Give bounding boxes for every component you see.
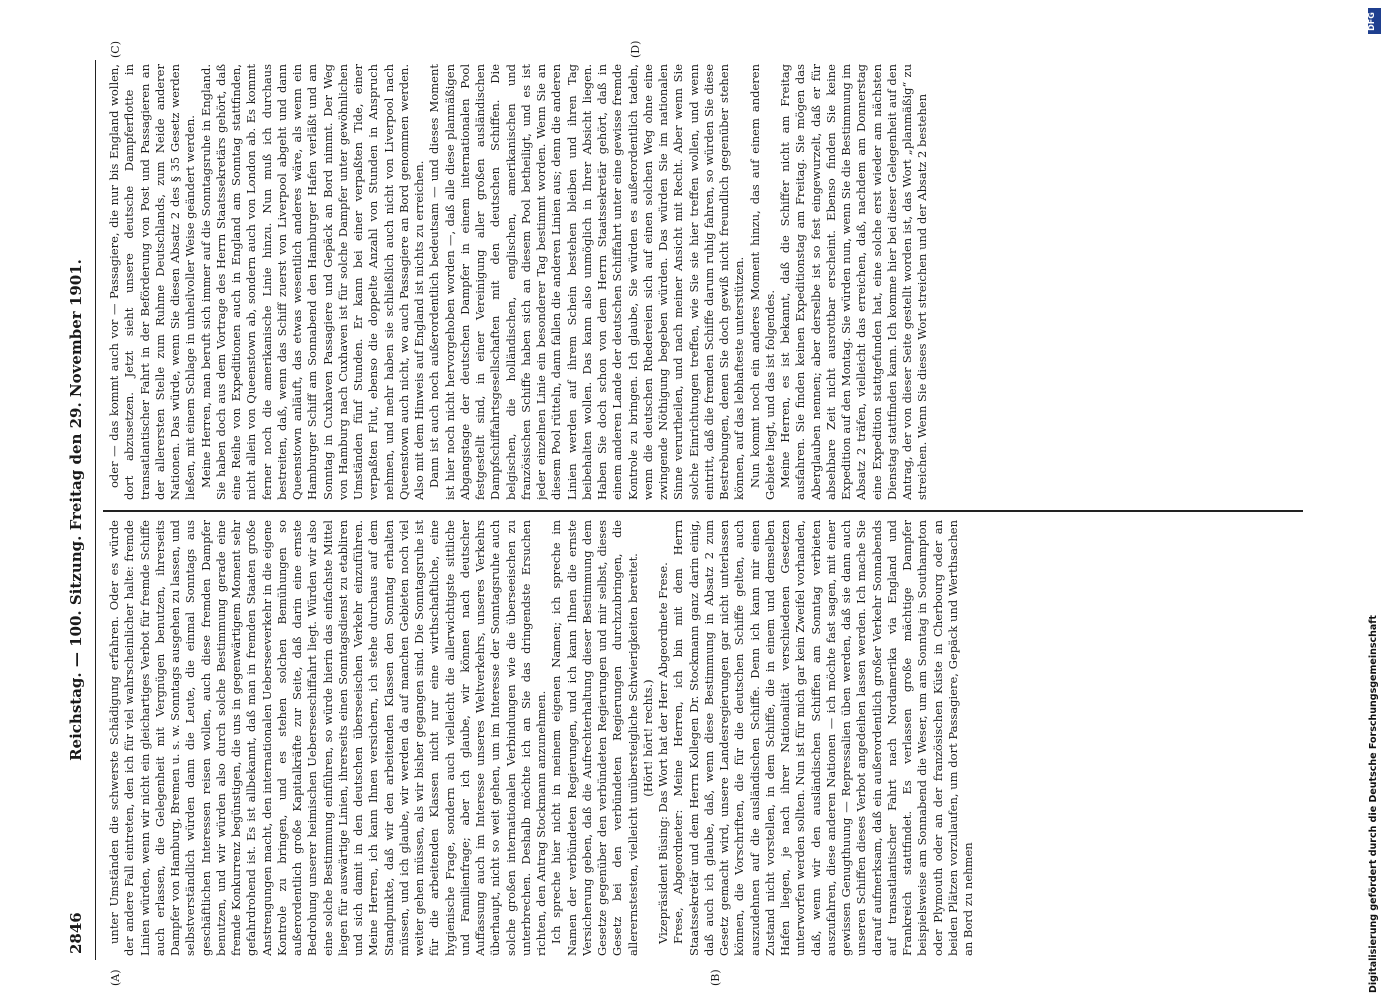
margin-marker-c: (C) bbox=[109, 41, 122, 58]
paragraph: unter Umständen die schwerste Schädigung erfahren. Oder es würde der andere Fall eintreten, den ich für viel wahrscheinlicher halte: fremde Linien würden, wenn wir nicht ein gleichartiges Verbot für fremde Schiffe auch erlassen, die Gelegenheit mit Vergnügen benutzen, ihrerseits Dampfer von Hamburg, Bremen u. s. w. Sonntags ausgehen zu lassen, und selbstverständlich würden dann die Leute, die einmal Sonntags aus geschäftlichen Interessen reisen wollen, auch diese fremden Dampfer benutzen, und wir würden also durch solche Bestimmung gerade eine fremde Konkurrenz begünstigen, die uns in gegenwärtigem Moment sehr gefahrdrohend ist. Es ist allbekannt, daß man in fremden Staaten große Anstrengungen macht, den internationalen Ueberseeverkehr in die eigene Kontrole zu bringen, und es stehen solchen Bemühungen so außerordentlich große Kapitalkräfte zur Seite, daß darin eine ernste Bedrohung unserer heimischen Ueberseeschiffahrt liegt. Würden wir also eine solche Bestimmung einführen, so würde hierin das einfachste Mittel liegen für auswärtige Linien, ihrerseits einen Sonntagsdienst zu etabliren und sich damit in den deutschen überseeischen Verkehr einzuführen. Meine Herren, ich kann Ihnen versichern, ich stehe durchaus auf dem Standpunkte, daß wir den arbeitenden Klassen den Sonntag erhalten müssen, und ich glaube, wir werden da auf manchen Gebieten noch viel weiter gehen müssen, als wir bisher gegangen sind. Die Sonntagsruhe ist für die arbeitenden Klassen nicht nur eine wirthschaftliche, eine hygienische Frage, sondern auch vielleicht die allerwichtigste sittliche und Familienfrage; aber ich glaube, wir können nach deutscher Auffassung auch im Interesse unseres Weltverkehrs, unseres Verkehrs überhaupt, nicht so weit gehen, um im Interesse der Sonntagsruhe auch solche großen internationalen Verbindungen wie die überseeischen zu unterbrechen. Deshalb möchte ich an Sie das dringendste Ersuchen richten, den Antrag Stockmann anzunehmen. bbox=[107, 520, 548, 956]
margin-marker-d: (D) bbox=[629, 40, 642, 58]
page-number: 2846 bbox=[67, 912, 85, 954]
paragraph: Meine Herren, es ist bekannt, daß die Schiffer nicht am Freitag ausfahren. Sie finden keinen Expeditionstag am Freitag. Sie mögen das Aberglauben nennen; aber derselbe ist so fest eingewurzelt, daß er für absehbare Zeit nicht ausrottbar erscheint. Ebenso finden Sie keine Expedition auf den Montag. Sie würden nun, wenn Sie die Bestimmung im Absatz 2 träfen, vielleicht das erreichen, daß, nachdem am Donnerstag eine Expedition stattgefunden hat, eine solche erst wieder am nächsten Dienstag stattfinden kann. Ich komme hier bei dieser Gelegenheit auf den Antrag, der von dieser Seite gestellt worden ist, das Wort „planmäßig“ zu streichen. Wenn Sie dieses Wort streichen und der Absatz 2 bestehen bbox=[778, 64, 930, 500]
paragraph: Ich spreche hier nicht in meinem eigenen Namen; ich spreche im Namen der verbündeten Regierungen, und ich kann Ihnen die ernste Versicherung geben, daß die Aufrechterhaltung dieser Bestimmung dem Gesetze gegenüber den verbündeten Regierungen und mir selbst, dieses Gesetz bei den verbündeten Regierungen durchzubringen, die allerernstesten, vielleicht unübersteigliche Schwierigkeiten bereitet. bbox=[549, 520, 640, 956]
rotated-page bbox=[55, 40, 1315, 986]
left-column bbox=[107, 520, 1307, 956]
page-header bbox=[55, 60, 96, 960]
page-title: Reichstag. — 100. Sitzung. Freitag den 29. November 1901. bbox=[67, 259, 85, 761]
margin-marker-a: (A) bbox=[109, 969, 122, 986]
paragraph: Frese, Abgeordneter: Meine Herren, ich bin mit dem Herrn Staatssekretär und dem Herrn Kollegen Dr. Stockmann ganz darin einig, daß auch ich glaube, daß, wenn diese Bestimmung in Absatz 2 zum Gesetz gemacht wird, unsere Landesregierungen gar nicht unterlassen können, die Vorschriften, die für die deutschen Schiffe gelten, auch auszudehnen auf die ausländischen Schiffe. Denn ich kann mir einen Zustand nicht vorstellen, in dem Schiffe, die in einem und demselben Hafen liegen, je nach ihrer Nationalität verschiedenen Gesetzen unterworfen werden sollten. Nun ist für mich gar kein Zweifel vorhanden, daß, wenn wir den ausländischen Schiffen am Sonntag verbieten auszufahren, diese anderen Nationen — ich möchte fast sagen, mit einer gewissen Genugthuung — Repressalien üben werden, daß sie dann auch unseren Schiffen dieses Verbot angedeihen lassen werden. Ich mache Sie darauf aufmerksam, daß ein außerordentlich großer Verkehr Sonnabends auf transatlantischer Fahrt nach Nordamerika via England und Frankreich stattfindet. Es verlassen große mächtige Dampfer beispielsweise am Sonnabend die Weser, um am Sonntag in Southampton oder Plymouth oder an der französischen Küste in Cherbourg oder an beiden Plätzen vorzulaufen, um dort Passagiere, Gepäck und Werthsachen an Bord zu nehmen bbox=[671, 520, 975, 956]
paragraph: oder — das kommt auch vor — Passagiere, die nur bis England wollen, dort abzusetzen. Jetzt sieht unsere deutsche Dampferflotte in transatlantischer Fahrt in der Beförderung von Post und Passagieren an der allerersten Stelle zum Ruhme Deutschlands, zum Neide anderer Nationen. Das würde, wenn Sie diesen Absatz 2 des § 35 Gesetz werden ließen, mit einem Schlage in unheilvoller Weise geändert werden. bbox=[107, 64, 198, 500]
digitization-note: Digitalisierung gefördert durch die Deutsche Forschungsgemeinschaft bbox=[1368, 615, 1379, 993]
dfg-logo: DFG bbox=[1368, 8, 1381, 34]
interjection: (Hört! hört! rechts.) bbox=[640, 679, 655, 797]
paragraph: Dann ist auch noch außerordentlich bedeutsam — und dieses Moment ist hier noch nicht hervorgehoben worden —, daß alle diese planmäßigen Abgangstage der deutschen Dampfer in einem internationalen Pool festgestellt sind, in einer Vereinigung aller großen ausländischen Dampfschiffahrtsgesellschaften mit den deutschen Schiffen. Die belgischen, die holländischen, englischen, amerikanischen und französischen Schiffe haben sich an diesem Pool betheiligt, und es ist jeder einzelnen Linie ein besonderer Tag bestimmt worden. Wenn Sie an diesem Pool rütteln, dann fallen die anderen Linien aus; denn die anderen Linien werden auf ihrem Schein bestehen bleiben und ihren Tag beibehalten wollen. Das kann also unmöglich in Ihrer Absicht liegen. Haben Sie doch schon von dem Herrn Staatssekretär gehört, daß in einem anderen Lande der deutschen Schiffahrt unter eine gewisse fremde Kontrole zu bringen. Ich glaube, Sie würden es außerordentlich tadeln, wenn die deutschen Rhedereien sich auf einen solchen Weg ohne eine zwingende Nöthigung begeben würden. Das würden Sie im nationalen Sinne verurtheilen, und nach meiner Ansicht mit Recht. Aber wenn Sie solche Einrichtungen treffen, wie Sie sie hier treffen wollen, und wenn eintritt, daß die fremden Schiffe darum ruhig fahren, so würden Sie diese Bestrebungen, denen Sie doch gewiß nicht freundlich gegenüber stehen können, auf das lebhafteste unterstützen. bbox=[427, 64, 747, 500]
column-divider bbox=[103, 511, 1303, 513]
paragraph: Nun kommt noch ein anderes Moment hinzu, das auf einem anderen Gebiete liegt, und das ist folgendes. bbox=[747, 64, 777, 500]
digitization-footer bbox=[1368, 8, 1380, 993]
margin-marker-b: (B) bbox=[709, 969, 722, 986]
paragraph: Meine Herren, man beruft sich immer auf die Sonntagsruhe in England. Sie haben doch aus dem Vortrage des Herrn Staatssekretärs gehört, daß eine Reihe von Expeditionen auch in England am Sonntag stattfinden, nicht allein von Queenstown ab, sondern auch von London ab. Es kommt ferner noch die amerikanische Linie hinzu. Nun muß ich durchaus bestreiten, daß, wenn das Schiff zuerst von Liverpool abgeht und dann Queenstown anläuft, das etwas wesentlich anderes wäre, als wenn ein Hamburger Schiff am Sonnabend den Hamburger Hafen verläßt und am Sonntag in Cuxhaven Passagiere und Gepäck an Bord nimmt. Der Weg von Hamburg nach Cuxhaven ist für solche Dampfer unter gewöhnlichen Umständen fünf Stunden. Er kann bei einer verpaßten Tide, einer verpaßten Flut, ebenso die doppelte Anzahl von Stunden in Anspruch nehmen, und mehr haben sie schließlich auch nicht von Liverpool nach Queenstown auch nicht, wo auch Passagiere an Bord genommen werden. Also mit dem Hinweis auf England ist nichts zu erreichen. bbox=[198, 64, 426, 500]
right-column bbox=[107, 64, 1307, 500]
paragraph: Vizepräsident Büsing: Das Wort hat der Herr Abgeordnete Frese. bbox=[656, 562, 670, 944]
